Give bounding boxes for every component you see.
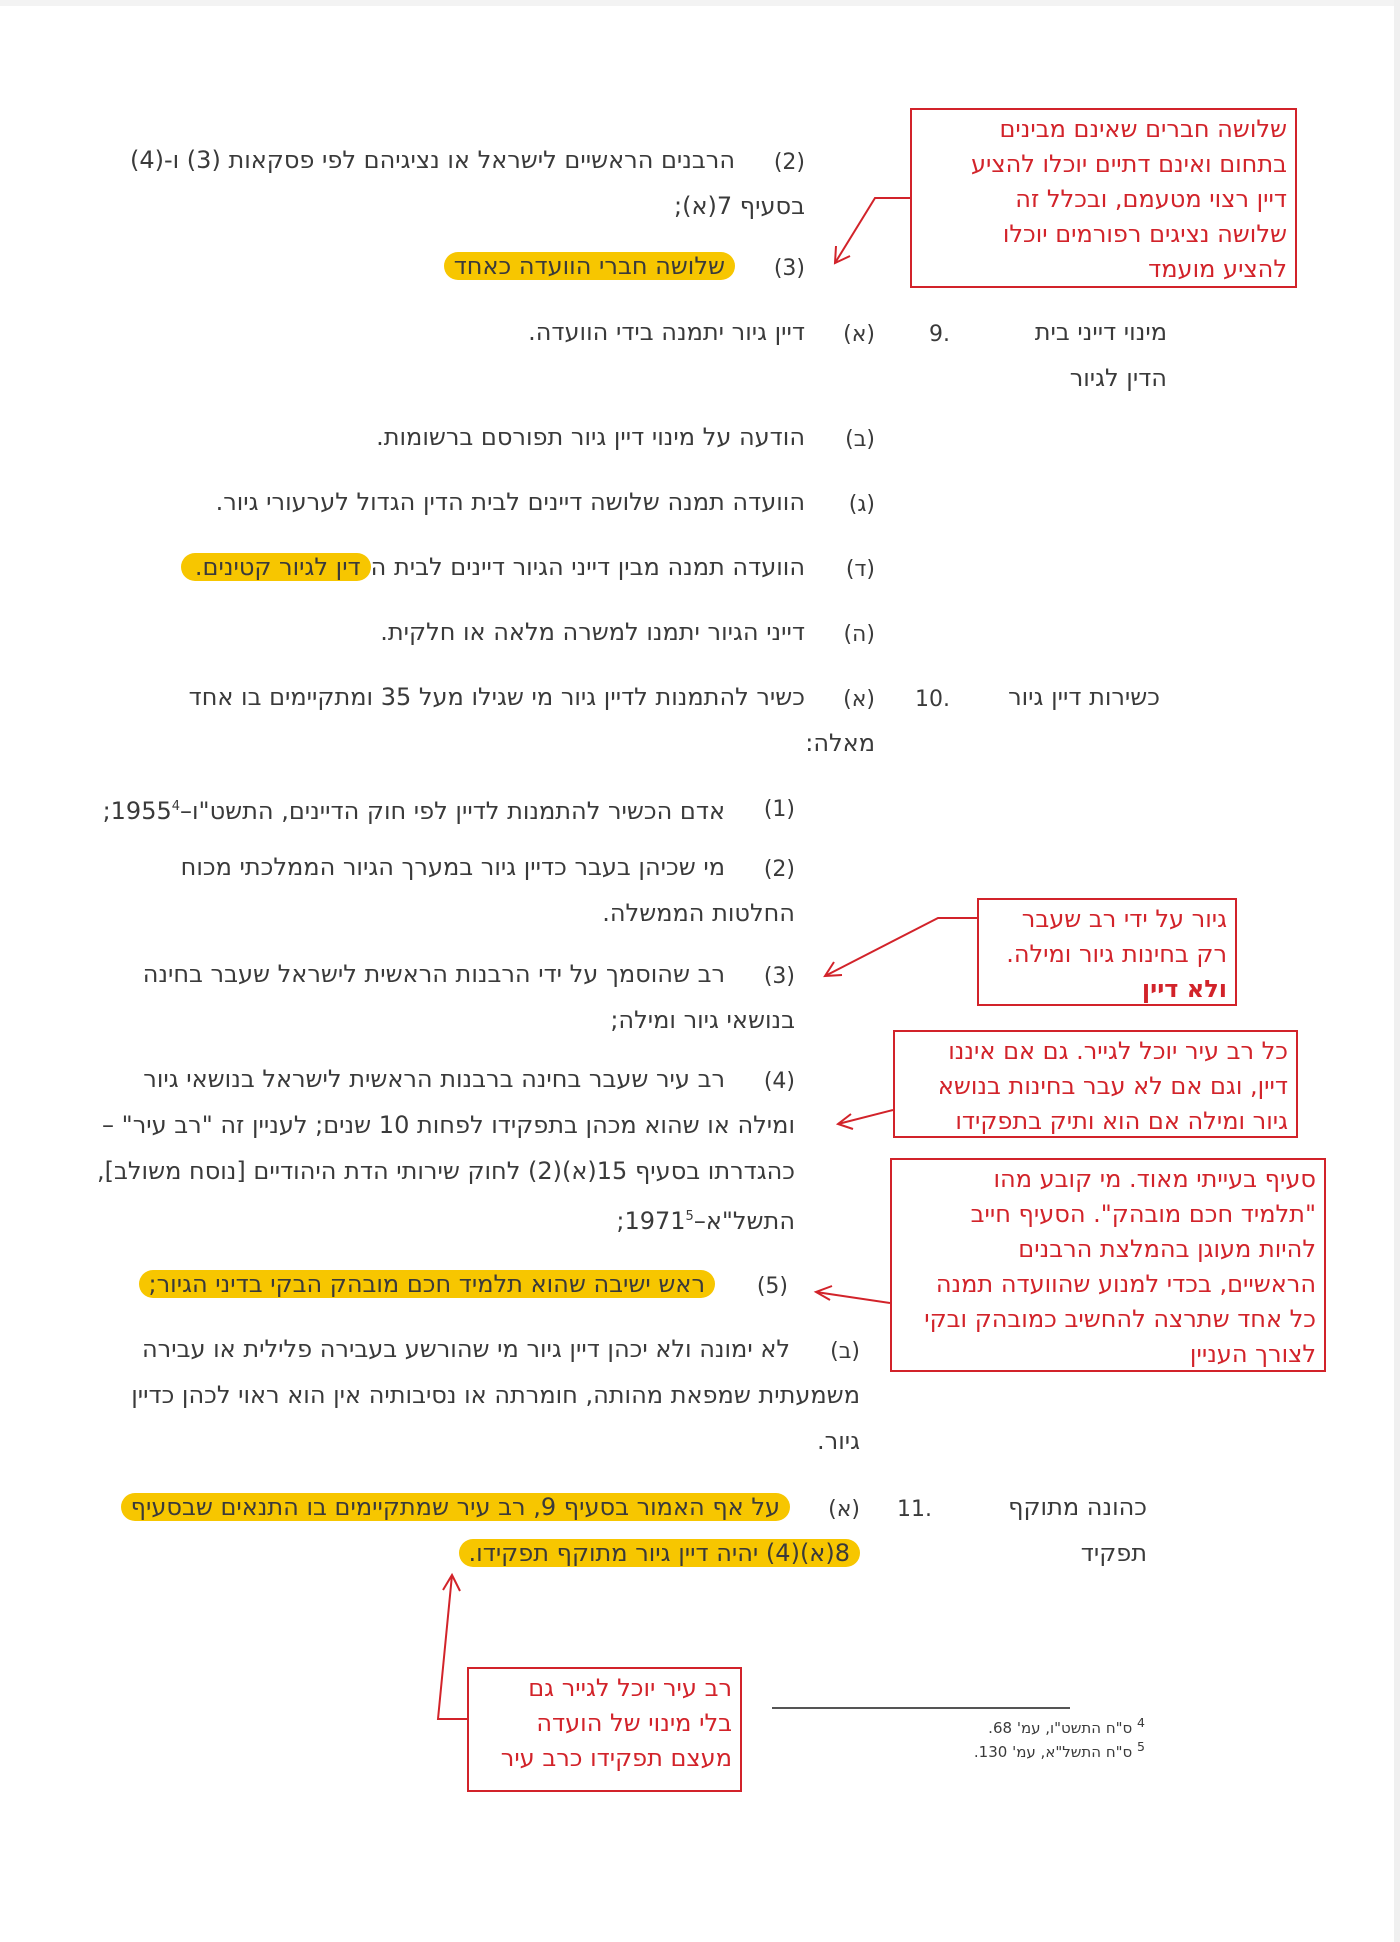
note-line: לצורך העניין xyxy=(1189,1340,1316,1368)
section-10-i4-line3: כהגדרתו בסעיף 15(א)(2) לחוק שירותי הדת היהודיים [נוסח משולב], xyxy=(97,1157,795,1185)
note-line: בלי מינוי של הועדה xyxy=(536,1709,732,1737)
note-line: להיות מעוגן בהמלצת הרבנים xyxy=(1018,1235,1316,1263)
note-line: גיור ומילה אם הוא ותיק בתפקידו xyxy=(955,1107,1288,1135)
highlight: 8(א)(4) יהיה דיין גיור מתוקף תפקידו. xyxy=(459,1539,860,1567)
item-number: (4) xyxy=(763,1069,795,1094)
section-10-i4-line4-body: התשל"א–1971 xyxy=(624,1207,795,1235)
highlight: דין לגיור קטינים. xyxy=(181,553,371,581)
note-line: הראשיים, בכדי למנוע שהוועדה תמנה xyxy=(935,1270,1316,1298)
section-10-i2-line1: מי שכיהן בעבר כדיין גיור במערך הגיור הממלכתי מכוח xyxy=(180,853,725,881)
section-11-side-line2: תפקיד xyxy=(1080,1539,1147,1567)
arrow-note-2 xyxy=(825,918,977,976)
note-line: "תלמיד חכם מובהק". הסעיף חייב xyxy=(970,1200,1316,1228)
note-line: להציע מועמד xyxy=(1148,255,1287,283)
section-10-b-line3: גיור. xyxy=(817,1427,860,1455)
section-11-number: .11 xyxy=(897,1497,932,1522)
footnote-ref: 4 xyxy=(171,799,181,814)
note-line: רב עיר יוכל לגייר גם xyxy=(528,1674,732,1702)
note-line: רק בחינות גיור ומילה. xyxy=(1006,940,1227,968)
section-9-number: .9 xyxy=(929,322,950,347)
highlight: על אף האמור בסעיף 9, רב עיר שמתקיימים בו התנאים שבסעיף xyxy=(121,1493,790,1521)
section-10-i2-line2: החלטות הממשלה. xyxy=(602,899,795,927)
section-9-side-line2: הדין לגיור xyxy=(1069,364,1167,392)
clause-number: (א) xyxy=(843,687,875,712)
section-10-i1-body: אדם הכשיר להתמנות לדיין לפי חוק הדיינים, התשט"ו–1955 xyxy=(110,797,725,825)
item-number: (1) xyxy=(763,797,795,822)
item-2-line1: הרבנים הראשיים לישראל או נציגיהם לפי פסקאות (3) ו-(4) xyxy=(129,146,735,174)
item-number: (2) xyxy=(773,150,805,175)
item-number: (3) xyxy=(763,964,795,989)
section-10-i3-line2: בנושאי גיור ומילה; xyxy=(610,1006,795,1034)
item-number: (5) xyxy=(756,1274,788,1299)
clause-number: (ד) xyxy=(845,557,875,582)
footnote-ref: 5 xyxy=(685,1209,694,1224)
section-10-b-line1: לא ימונה ולא יכהן דיין גיור מי שהורשע בעבירה פלילית או עבירה xyxy=(142,1335,790,1363)
section-9-a-text: דיין גיור יתמנה בידי הוועדה. xyxy=(528,318,805,346)
arrow-note-5 xyxy=(438,1575,467,1719)
footnote-4-text: ס"ח התשט"ו, עמ' 68. xyxy=(988,1719,1133,1737)
note-line: מעצם תפקידו כרב עיר xyxy=(500,1744,732,1772)
section-10-i3-line1: רב שהוסמך על ידי הרבנות הראשית לישראל שעבר בחינה xyxy=(142,960,725,988)
note-line: שלושה חברים שאינם מבינים xyxy=(999,115,1287,143)
section-9-b-text: הודעה על מינוי דיין גיור תפורסם ברשומות. xyxy=(376,423,805,451)
item-number: (3) xyxy=(773,256,805,281)
item-number: (2) xyxy=(763,857,795,882)
note-line: ולא דיין xyxy=(1141,975,1227,1003)
clause-number: (א) xyxy=(828,1497,860,1522)
note-line: כל אחד שתרצה להחשיב כמובהק ובקי xyxy=(924,1305,1316,1333)
section-10-a-line2: מאלה: xyxy=(805,729,875,757)
section-9-c-text: הוועדה תמנה שלושה דיינים לבית הדין הגדול לערעורי גיור. xyxy=(215,488,805,516)
section-10-i4-tail: ; xyxy=(616,1207,625,1235)
footnote-5-text: ס"ח התשל"א, עמ' 130. xyxy=(973,1743,1133,1761)
note-line: דיין רצוי מטעמם, ובכלל זה xyxy=(1015,185,1287,213)
section-9-e-text: דייני הגיור יתמנו למשרה מלאה או חלקית. xyxy=(380,618,805,646)
note-line: בתחום ואינם דתיים יוכלו להציע xyxy=(970,150,1287,178)
arrow-note-1 xyxy=(835,198,910,263)
section-10-i1-tail: ; xyxy=(102,797,111,825)
note-line: סעיף בעייתי מאוד. מי קובע מהו xyxy=(993,1165,1316,1193)
note-line: כל רב עיר יוכל לגייר. גם אם איננו xyxy=(948,1037,1288,1065)
section-9-side-line1: מינוי דייני בית xyxy=(1034,318,1167,346)
section-10-i4-line2: ומילה או שהוא מכהן בתפקידו לפחות 10 שנים; לעניין זה "רב עיר" – xyxy=(102,1111,795,1139)
section-10-side: כשירות דיין גיור xyxy=(1008,683,1160,711)
note-line: גיור על ידי רב שעבר xyxy=(1021,905,1227,933)
highlight: שלושה חברי הוועדה כאחד xyxy=(444,252,735,280)
highlight: ראש ישיבה שהוא תלמיד חכם מובהק הבקי בדיני הגיור; xyxy=(139,1270,715,1298)
note-line: דיין, וגם אם לא עבר בחינות בנושא xyxy=(937,1072,1288,1100)
footnote-mark: 4 xyxy=(1137,1715,1145,1730)
clause-number: (ב) xyxy=(845,427,875,452)
section-10-number: .10 xyxy=(915,687,950,712)
footnote-mark: 5 xyxy=(1137,1739,1145,1754)
section-10-i4-line1: רב עיר שעבר בחינה ברבנות הראשית לישראל בנושאי גיור xyxy=(143,1065,725,1093)
clause-number: (ה) xyxy=(843,622,875,647)
note-line: שלושה נציגים רפורמים יוכלו xyxy=(1002,220,1287,248)
section-9-d-plain: הוועדה תמנה מבין דייני הגיור דיינים לבית ה xyxy=(370,553,805,581)
clause-number: (ב) xyxy=(830,1339,860,1364)
section-10-b-line2: משמעתית שמפאת מהותה, חומרתה או נסיבותיה אין הוא ראוי לכהן כדיין xyxy=(131,1381,860,1409)
section-11-side-line1: כהונה מתוקף xyxy=(1008,1493,1147,1521)
clause-number: (ג) xyxy=(848,492,875,517)
clause-number: (א) xyxy=(843,322,875,347)
section-10-a-line1: כשיר להתמנות לדיין גיור מי שגילו מעל 35 ומתקיימים בו אחד xyxy=(188,683,805,711)
item-2-line2: בסעיף 7(א); xyxy=(674,192,805,220)
